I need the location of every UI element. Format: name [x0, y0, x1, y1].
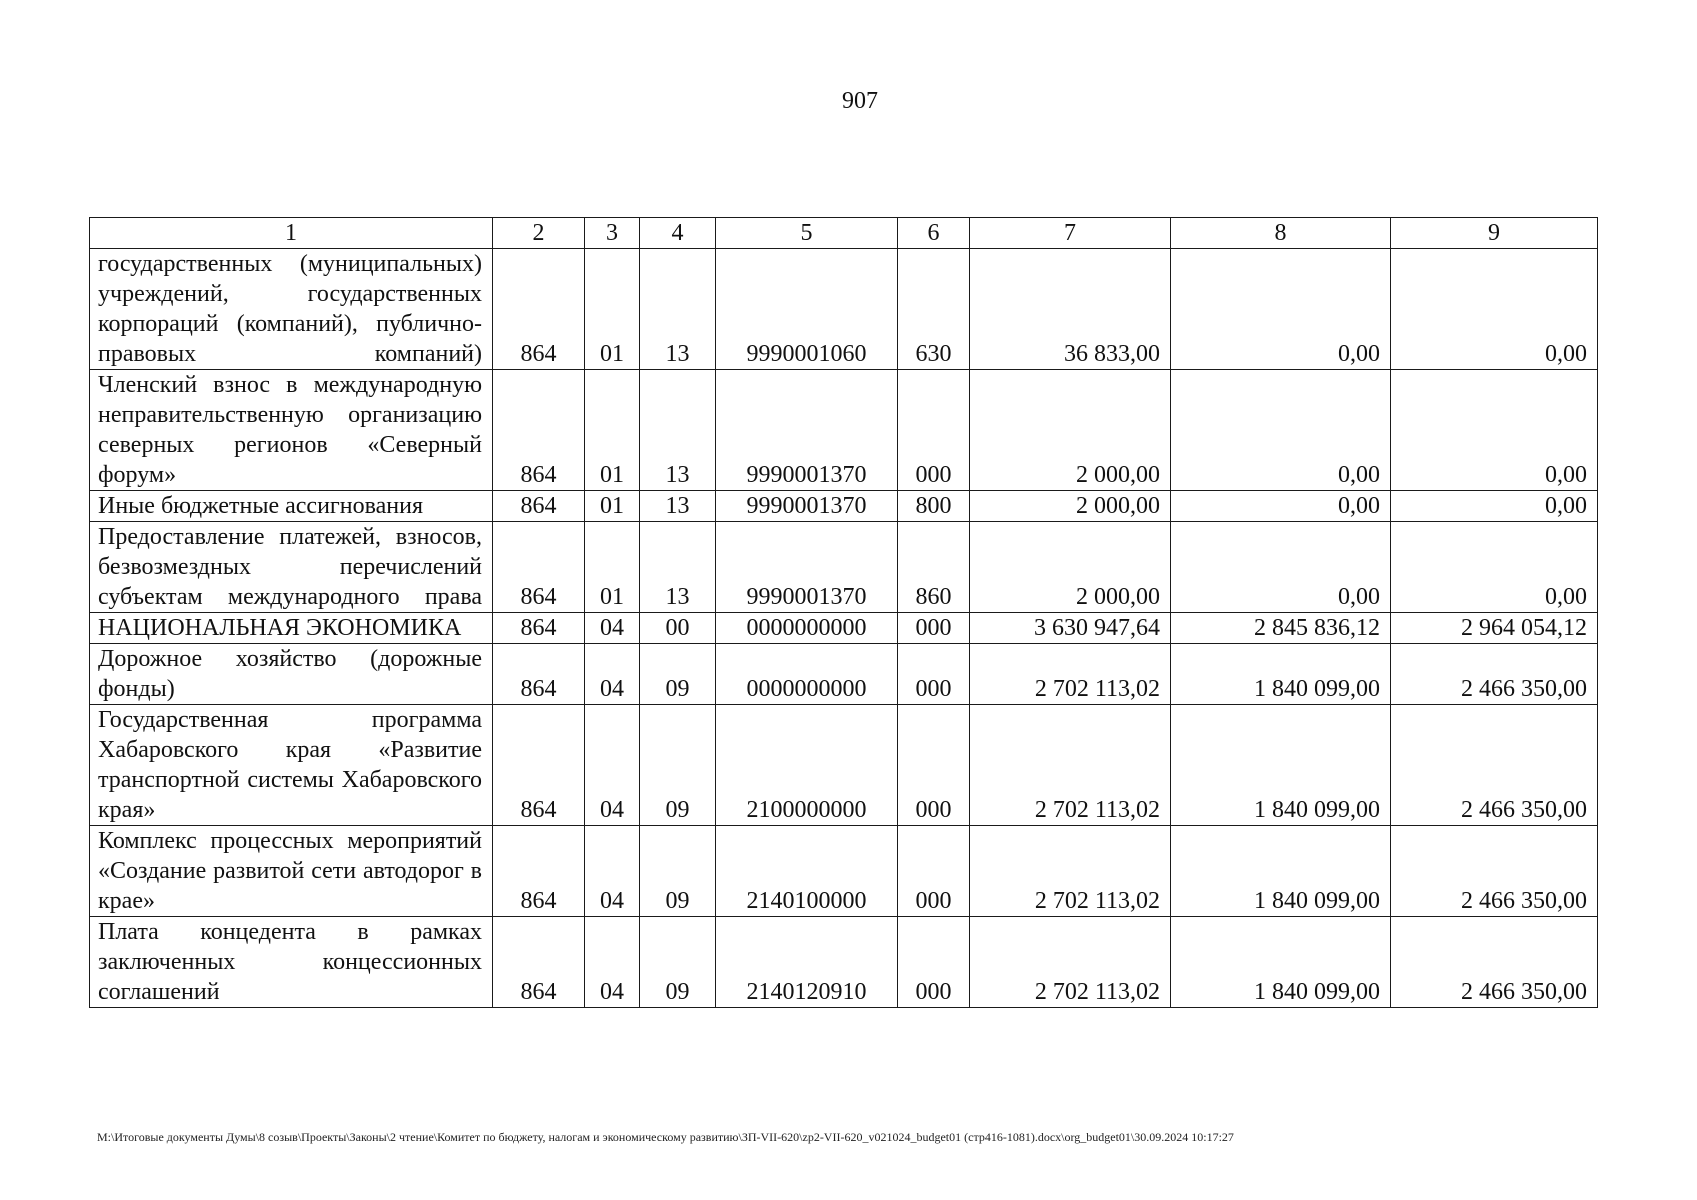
column-header: 7 [970, 218, 1171, 249]
expense-type-code: 000 [898, 370, 970, 491]
page-number: 907 [842, 88, 878, 114]
section-code: 01 [585, 491, 640, 522]
expense-type-code: 000 [898, 826, 970, 917]
table-row [90, 613, 1598, 644]
subsection-code: 00 [640, 613, 716, 644]
budget-table [89, 217, 1598, 1008]
expense-type-code: 000 [898, 705, 970, 826]
amount-col-7: 2 000,00 [970, 370, 1171, 491]
table-row [90, 644, 1598, 705]
column-header: 4 [640, 218, 716, 249]
grbs-code: 864 [493, 249, 585, 370]
amount-col-9: 2 466 350,00 [1391, 644, 1598, 705]
amount-col-9: 0,00 [1391, 491, 1598, 522]
amount-col-8: 2 845 836,12 [1171, 613, 1391, 644]
column-header: 3 [585, 218, 640, 249]
table-row [90, 522, 1598, 613]
column-header: 2 [493, 218, 585, 249]
expense-type-code: 000 [898, 644, 970, 705]
grbs-code: 864 [493, 613, 585, 644]
amount-col-7: 2 702 113,02 [970, 826, 1171, 917]
amount-col-7: 2 702 113,02 [970, 917, 1171, 1008]
amount-col-7: 36 833,00 [970, 249, 1171, 370]
document-path-footer: M:\Итоговые документы Думы\8 созыв\Проекты\Законы\2 чтение\Комитет по бюджету, налогам и экономическому развитию\ЗП-VII-620\zp2-VII-620_v021024_budget01 (стр416-1081).docx\org_budget01\30.09.2024 10:17:27 [97, 1130, 1234, 1144]
table-row [90, 917, 1598, 1008]
expense-type-code: 000 [898, 613, 970, 644]
subsection-code: 13 [640, 370, 716, 491]
amount-col-8: 0,00 [1171, 491, 1391, 522]
column-header: 6 [898, 218, 970, 249]
table-row [90, 826, 1598, 917]
section-code: 04 [585, 705, 640, 826]
table-row [90, 249, 1598, 370]
item-name: государственных (муниципальных) учреждений, государственных корпораций (компаний), публично-правовых компаний) [90, 249, 493, 370]
amount-col-8: 0,00 [1171, 370, 1391, 491]
target-article-code: 2140120910 [716, 917, 898, 1008]
subsection-code: 13 [640, 491, 716, 522]
item-name: Государственная программа Хабаровского края «Развитие транспортной системы Хабаровского края» [90, 705, 493, 826]
amount-col-8: 0,00 [1171, 522, 1391, 613]
expense-type-code: 630 [898, 249, 970, 370]
subsection-code: 09 [640, 917, 716, 1008]
subsection-code: 09 [640, 644, 716, 705]
subsection-code: 13 [640, 249, 716, 370]
grbs-code: 864 [493, 370, 585, 491]
target-article-code: 9990001060 [716, 249, 898, 370]
subsection-code: 09 [640, 705, 716, 826]
section-code: 01 [585, 249, 640, 370]
target-article-code: 2140100000 [716, 826, 898, 917]
grbs-code: 864 [493, 491, 585, 522]
grbs-code: 864 [493, 644, 585, 705]
amount-col-8: 1 840 099,00 [1171, 826, 1391, 917]
section-code: 01 [585, 522, 640, 613]
subsection-code: 13 [640, 522, 716, 613]
amount-col-9: 2 466 350,00 [1391, 917, 1598, 1008]
amount-col-7: 3 630 947,64 [970, 613, 1171, 644]
column-header: 9 [1391, 218, 1598, 249]
target-article-code: 2100000000 [716, 705, 898, 826]
amount-col-9: 0,00 [1391, 249, 1598, 370]
grbs-code: 864 [493, 826, 585, 917]
target-article-code: 0000000000 [716, 644, 898, 705]
amount-col-8: 1 840 099,00 [1171, 917, 1391, 1008]
amount-col-9: 0,00 [1391, 522, 1598, 613]
item-name: Членский взнос в международную неправительственную организацию северных регионов «Северный форум» [90, 370, 493, 491]
amount-col-9: 0,00 [1391, 370, 1598, 491]
expense-type-code: 000 [898, 917, 970, 1008]
amount-col-9: 2 466 350,00 [1391, 826, 1598, 917]
expense-type-code: 800 [898, 491, 970, 522]
item-name: Предоставление платежей, взносов, безвозмездных перечислений субъектам международного права [90, 522, 493, 613]
grbs-code: 864 [493, 522, 585, 613]
section-code: 04 [585, 613, 640, 644]
table-row [90, 705, 1598, 826]
amount-col-8: 1 840 099,00 [1171, 705, 1391, 826]
amount-col-9: 2 964 054,12 [1391, 613, 1598, 644]
target-article-code: 0000000000 [716, 613, 898, 644]
item-name: Иные бюджетные ассигнования [90, 491, 493, 522]
section-code: 04 [585, 917, 640, 1008]
target-article-code: 9990001370 [716, 522, 898, 613]
column-header: 1 [90, 218, 493, 249]
expense-type-code: 860 [898, 522, 970, 613]
table-row [90, 491, 1598, 522]
section-code: 04 [585, 644, 640, 705]
grbs-code: 864 [493, 705, 585, 826]
subsection-code: 09 [640, 826, 716, 917]
amount-col-7: 2 000,00 [970, 491, 1171, 522]
amount-col-9: 2 466 350,00 [1391, 705, 1598, 826]
table-header-row [90, 218, 1598, 249]
column-header: 5 [716, 218, 898, 249]
target-article-code: 9990001370 [716, 491, 898, 522]
amount-col-7: 2 702 113,02 [970, 705, 1171, 826]
amount-col-7: 2 702 113,02 [970, 644, 1171, 705]
item-name: Дорожное хозяйство (дорожные фонды) [90, 644, 493, 705]
grbs-code: 864 [493, 917, 585, 1008]
target-article-code: 9990001370 [716, 370, 898, 491]
amount-col-8: 1 840 099,00 [1171, 644, 1391, 705]
column-header: 8 [1171, 218, 1391, 249]
item-name: Плата концедента в рамках заключенных концессионных соглашений [90, 917, 493, 1008]
section-code: 01 [585, 370, 640, 491]
table-row [90, 370, 1598, 491]
section-code: 04 [585, 826, 640, 917]
amount-col-8: 0,00 [1171, 249, 1391, 370]
item-name: Комплекс процессных мероприятий «Создание развитой сети автодорог в крае» [90, 826, 493, 917]
item-name: НАЦИОНАЛЬНАЯ ЭКОНОМИКА [90, 613, 493, 644]
amount-col-7: 2 000,00 [970, 522, 1171, 613]
